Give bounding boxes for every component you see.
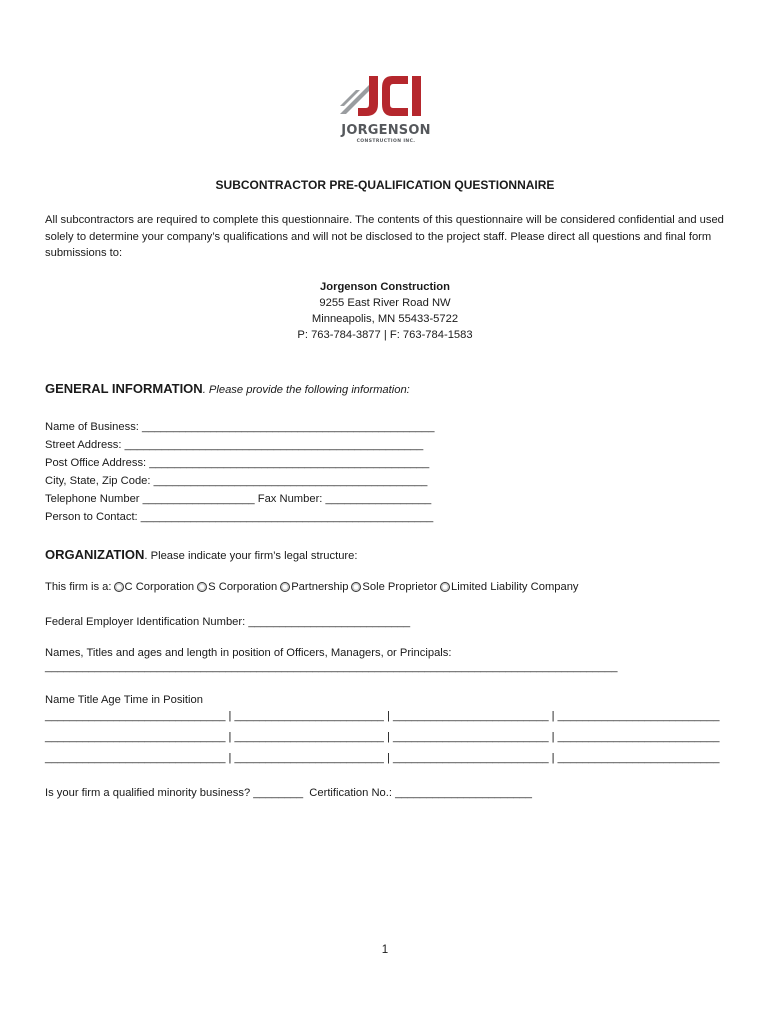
field-minority-business[interactable]: Is your firm a qualified minority business? ________ Certification No.: ______________________ (45, 787, 532, 799)
company-logo (338, 70, 434, 146)
radio-icon[interactable] (440, 582, 450, 592)
radio-icon[interactable] (197, 582, 207, 592)
field-name-of-business[interactable]: Name of Business: _______________________________________________ (45, 421, 435, 433)
field-person-to-contact[interactable]: Person to Contact: _______________________________________________ (45, 511, 434, 523)
organization-subtitle: . Please indicate your firm’s legal structure: (144, 550, 358, 562)
option-label: S Corporation (208, 581, 278, 593)
field-telephone-fax[interactable]: Telephone Number __________________ Fax Number: _________________ (45, 493, 432, 505)
officers-table-row[interactable]: _____________________________ | ________________________ | _________________________ | __________________________ (45, 710, 720, 722)
intro-paragraph: All subcontractors are required to complete this questionnaire. The contents of this questionnaire will be considered confidential and used solely to determine your company’s qualifications and will not be disclosed to the project staff. Please direct all questions and final form submissions to: (45, 214, 724, 259)
officers-table-row[interactable]: _____________________________ | ________________________ | _________________________ | __________________________ (45, 752, 720, 764)
address-phone-fax: P: 763-784-3877 | F: 763-784-1583 (297, 329, 473, 341)
field-street-address[interactable]: Street Address: ________________________________________________ (45, 439, 424, 451)
option-partnership[interactable] (278, 581, 348, 593)
general-info-subtitle: . Please provide the following information: (202, 384, 410, 396)
option-label: Sole Proprietor (362, 581, 438, 593)
option-label: C Corporation (124, 581, 195, 593)
address-street: 9255 East River Road NW (319, 297, 451, 309)
option-sole-proprietor[interactable] (349, 581, 437, 593)
logo-letter-i (412, 76, 421, 116)
officers-label: Names, Titles and ages and length in position of Officers, Managers, or Principals: (45, 647, 452, 659)
document-title: SUBCONTRACTOR PRE-QUALIFICATION QUESTIONNAIRE (215, 178, 555, 192)
officers-table-row[interactable]: _____________________________ | ________________________ | _________________________ | __________________________ (45, 731, 720, 743)
general-info-title: GENERAL INFORMATION (45, 381, 203, 396)
radio-icon[interactable] (351, 582, 361, 592)
radio-icon[interactable] (280, 582, 290, 592)
organization-heading (45, 547, 358, 562)
logo-letter-c (382, 76, 408, 116)
organization-title: ORGANIZATION (45, 547, 145, 562)
option-c-corporation[interactable] (112, 581, 195, 593)
option-s-corporation[interactable] (195, 581, 277, 593)
field-city-state-zip[interactable]: City, State, Zip Code: ____________________________________________ (45, 475, 428, 487)
logo-name: JORGENSON (341, 123, 431, 138)
radio-icon[interactable] (114, 582, 124, 592)
option-label: Limited Liability Company (451, 581, 579, 593)
contact-address (0, 279, 770, 343)
jci-logo-mark (338, 70, 434, 126)
option-llc[interactable] (438, 581, 578, 593)
address-company: Jorgenson Construction (320, 281, 450, 293)
legal-structure-row (45, 581, 580, 593)
field-fein[interactable]: Federal Employer Identification Number: __________________________ (45, 616, 411, 628)
address-city: Minneapolis, MN 55433-5722 (311, 313, 459, 325)
field-post-office-address[interactable]: Post Office Address: _____________________________________________ (45, 457, 430, 469)
field-officers-line[interactable]: ____________________________________________________________________________________________ (45, 661, 618, 673)
option-label: Partnership (291, 581, 349, 593)
page-number: 1 (381, 944, 389, 956)
logo-subtitle: CONSTRUCTION INC. (356, 139, 416, 144)
officers-table-header: Name Title Age Time in Position (45, 694, 203, 706)
legal-structure-label: This firm is a: (45, 581, 112, 593)
general-info-heading (45, 381, 410, 396)
